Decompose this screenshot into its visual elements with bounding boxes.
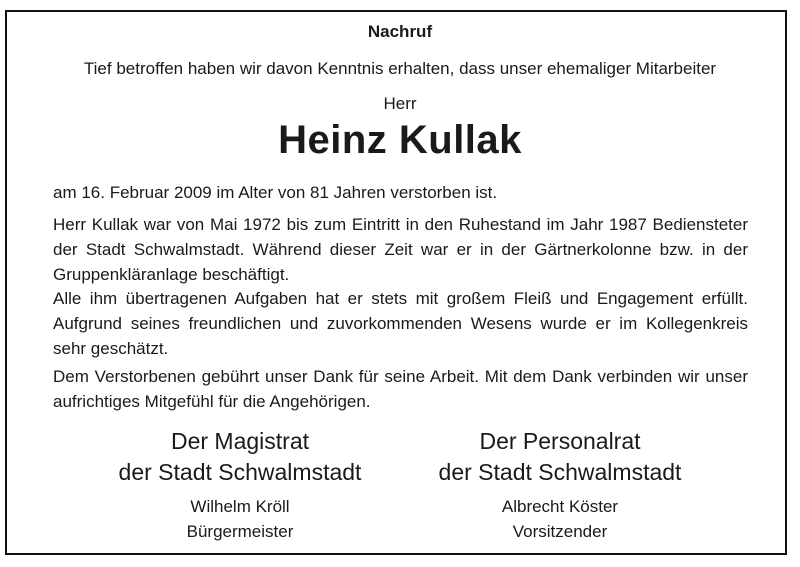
signature-block-personalrat	[400, 426, 720, 544]
paragraph-appreciation: Alle ihm übertragenen Aufgaben hat er stets mit großem Fleiß und Engagement erfüllt. Aufgrund seines freundlichen und zuvorkommenden Wesens wurde er im Kollegenkreis sehr geschätzt.	[53, 289, 748, 358]
intro-text: Tief betroffen haben wir davon Kenntnis erhalten, dass unser ehemaliger Mitarbeiter	[83, 59, 717, 78]
deceased-name: Heinz Kullak	[278, 118, 522, 162]
signature-org-line2: der Stadt Schwalmstadt	[438, 459, 682, 485]
notice-heading: Nachruf	[367, 22, 433, 41]
signature-block-magistrat	[80, 426, 400, 544]
signature-person: Wilhelm Kröll	[190, 497, 290, 516]
paragraph-employment: Herr Kullak war von Mai 1972 bis zum Eintritt in den Ruhestand im Jahr 1987 Bediensteter der Stadt Schwalmstadt. Während dieser Zeit war er in der Gärtnerkolonne bzw. in der Gruppenkläranlage beschäftigt.	[53, 215, 748, 284]
salutation: Herr	[383, 94, 417, 113]
paragraph-death-date: am 16. Februar 2009 im Alter von 81 Jahren verstorben ist.	[53, 183, 498, 202]
signature-role: Vorsitzender	[512, 522, 608, 541]
signature-org-line2: der Stadt Schwalmstadt	[118, 459, 362, 485]
signature-person: Albrecht Köster	[501, 497, 619, 516]
signature-org-line1: Der Personalrat	[479, 428, 641, 454]
paragraph-condolence: Dem Verstorbenen gebührt unser Dank für seine Arbeit. Mit dem Dank verbinden wir unser aufrichtiges Mitgefühl für die Angehörigen.	[53, 367, 748, 411]
signature-role: Bürgermeister	[186, 522, 294, 541]
signature-org-line1: Der Magistrat	[170, 428, 310, 454]
